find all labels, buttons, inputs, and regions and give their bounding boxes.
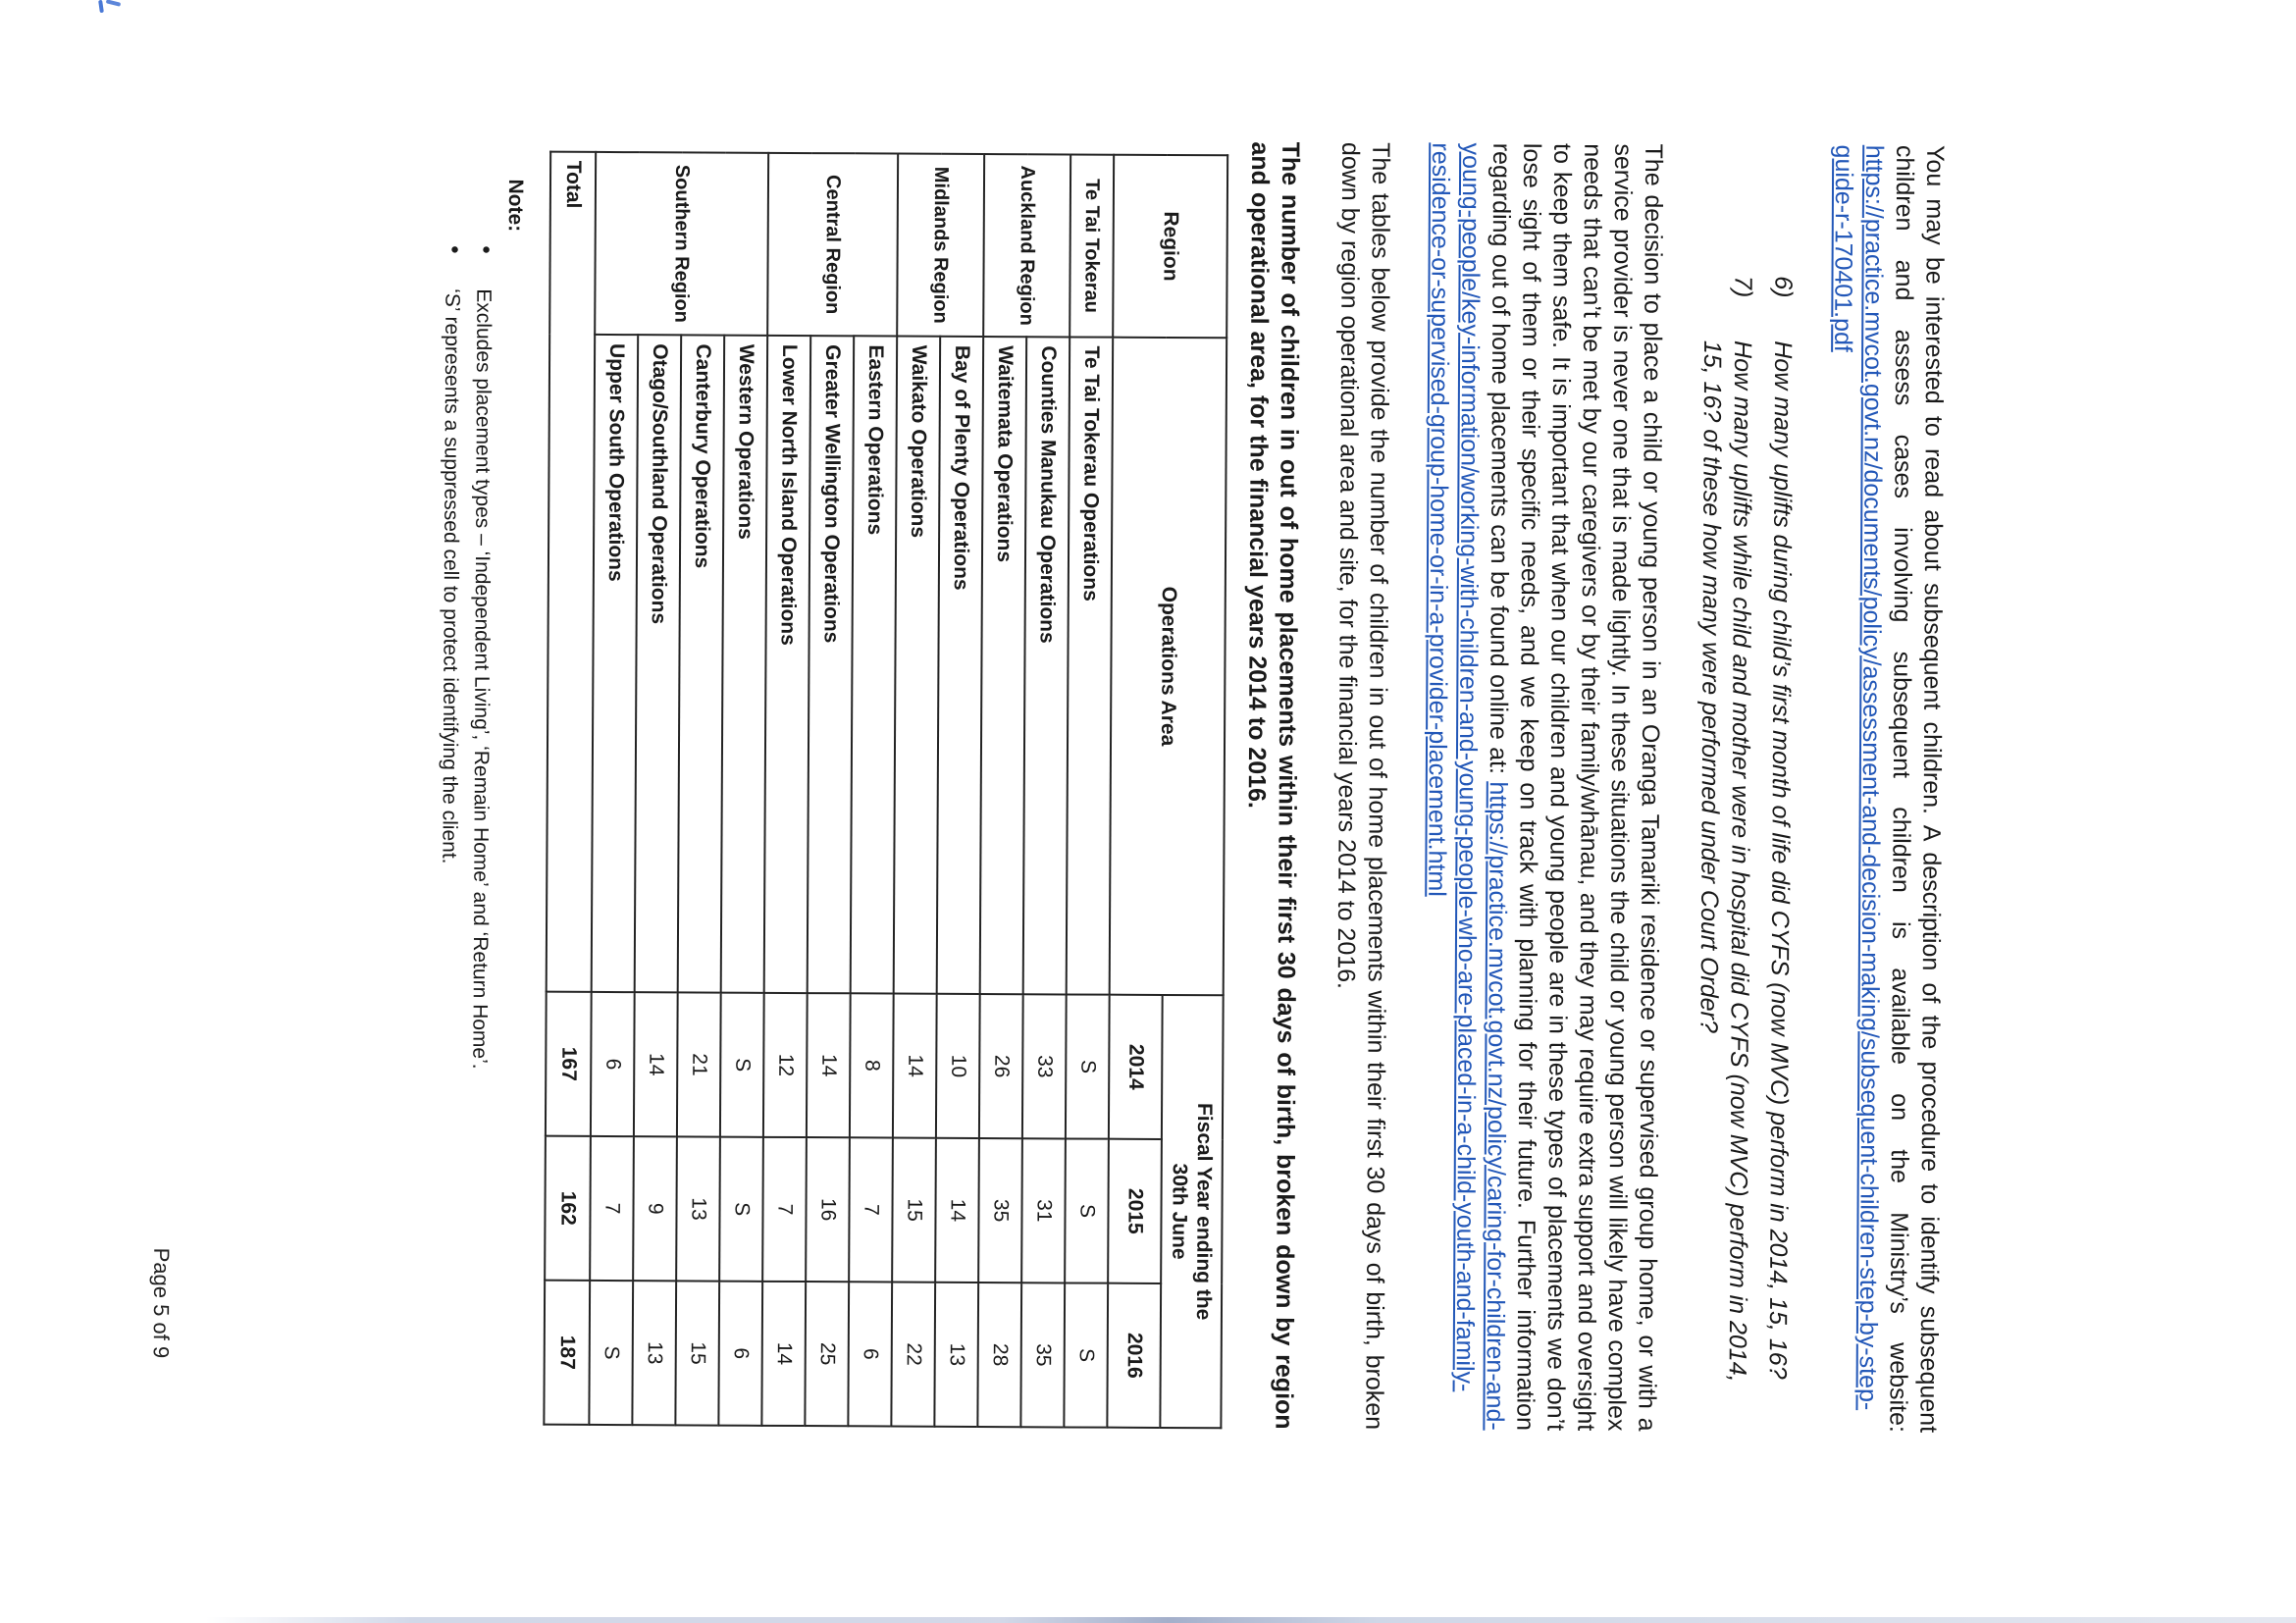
- ops-cell: Otago/Southland Operations: [635, 335, 682, 992]
- table-row: [891, 154, 941, 1427]
- out-of-home-placements-link[interactable]: https://practice.mvcot.govt.nz/policy/caring-for-children-and-young-people/key-information/working-with-children-and-young-people-who-are-placed-in-a-child-youth-and-family-residence-or-supervised-group-home-or-in-a-provider-placement.html: [1423, 142, 1512, 1431]
- value-cell: 14: [807, 993, 851, 1137]
- value-cell: 33: [1022, 994, 1067, 1138]
- decision-paragraph-text: The decision to place a child or young person in an Oranga Tamariki residence or supervised group home, or with a service provider is never one that is made lightly. In these situations the child or young person will likely have complex needs that can’t be met by our caregivers or by their family/whānau, and they may require extra support and oversight to keep them safe. It is important that when our children and young people are in these types of placements we don’t lose sight of them or their specific needs, and we keep on track with planning for their future. Further information regarding out of home placements can be found online at:: [1484, 142, 1668, 1432]
- table-row: [848, 153, 898, 1426]
- total-value-cell: 167: [546, 992, 592, 1136]
- value-cell: 7: [590, 1136, 634, 1281]
- note-bullet-2: [431, 243, 466, 1425]
- note-label: Note:: [503, 179, 528, 233]
- question-item-6: [1762, 276, 1799, 1392]
- bullet-icon: •: [441, 245, 468, 254]
- value-cell: 31: [1021, 1138, 1066, 1283]
- value-cell: 15: [675, 1281, 719, 1425]
- value-cell: 28: [977, 1283, 1021, 1427]
- ops-cell: Te Tai Tokerau Operations: [1067, 337, 1114, 994]
- value-cell: 8: [850, 993, 894, 1137]
- value-cell: S: [1065, 1138, 1109, 1283]
- value-cell: 35: [978, 1138, 1022, 1283]
- question-7-text: How many uplifts while child and mother were in hospital did CYFS (now MVC) perform in 2014, 15, 16? of these how many were performed under Court Order?: [1695, 340, 1757, 1383]
- value-cell: 13: [676, 1136, 720, 1281]
- value-cell: 6: [591, 992, 635, 1136]
- total-value-cell: 187: [544, 1281, 590, 1425]
- decision-paragraph: [1418, 142, 1668, 1431]
- header-2014: 2014: [1109, 995, 1163, 1139]
- value-cell: 35: [1020, 1283, 1065, 1427]
- value-cell: 13: [934, 1283, 978, 1427]
- value-cell: 22: [891, 1283, 935, 1427]
- ops-cell: Waikato Operations: [894, 337, 941, 994]
- total-row: [544, 152, 596, 1425]
- bullet-icon: •: [472, 245, 499, 254]
- value-cell: 16: [806, 1137, 850, 1282]
- table-heading: The number of children in out of home placements within their first 30 days of birth, broken down by region and operational area, for the financial years 2014 to 2016.: [1242, 141, 1305, 1430]
- value-cell: 7: [762, 1137, 807, 1282]
- table-row: [805, 153, 855, 1426]
- value-cell: S: [1064, 1283, 1108, 1427]
- header-fiscal-year-line2: 30th June: [1168, 1163, 1191, 1260]
- note-bullet-1: [462, 243, 497, 1425]
- question-list: [1691, 144, 1799, 1433]
- question-6-text: How many uplifts during child’s first month of life did CYFS (now MVC) perform in 2014, 15, 16?: [1763, 340, 1798, 1380]
- ops-cell: Lower North Island Operations: [764, 336, 811, 993]
- table-row: [718, 153, 768, 1426]
- note-bullet-1-text: Excludes placement types – ‘Independent Living’, ‘Remain Home’ and ‘Return Home’.: [468, 288, 496, 1070]
- table-row: [761, 153, 811, 1426]
- scan-artifact-edge-line: [206, 1617, 2296, 1623]
- page-number: Page 5 of 9: [148, 1247, 175, 1359]
- table-row: [934, 154, 984, 1427]
- value-cell: 10: [936, 994, 980, 1138]
- header-region: Region: [1113, 155, 1227, 339]
- value-cell: 7: [849, 1137, 893, 1282]
- value-cell: 6: [718, 1282, 762, 1426]
- value-cell: S: [1066, 994, 1110, 1138]
- value-cell: S: [589, 1281, 633, 1425]
- ops-cell: Upper South Operations: [592, 335, 639, 992]
- value-cell: 21: [677, 992, 721, 1136]
- region-cell: Midlands Region: [897, 154, 984, 337]
- region-cell: Central Region: [767, 153, 898, 337]
- table-row: [1064, 154, 1114, 1427]
- total-label-cell: Total: [547, 152, 596, 992]
- document-content: [429, 137, 1950, 1433]
- tables-intro-paragraph: The tables below provide the number of children in out of home placements within their first 30 days of birth, broken down by region operational area and site, for the financial years 2014 to 2016.: [1331, 141, 1395, 1431]
- header-operations-area: Operations Area: [1110, 338, 1227, 996]
- header-2016: 2016: [1107, 1283, 1161, 1428]
- ops-cell: Bay of Plenty Operations: [937, 337, 984, 994]
- header-fiscal-year-line1: Fiscal Year ending the: [1191, 1102, 1217, 1321]
- value-cell: 12: [763, 993, 808, 1137]
- value-cell: 15: [892, 1138, 936, 1283]
- total-value-cell: 162: [545, 1136, 591, 1281]
- ops-cell: Waitemata Operations: [980, 337, 1027, 994]
- value-cell: 14: [935, 1138, 979, 1283]
- question-item-7: [1692, 275, 1758, 1392]
- value-cell: 14: [634, 992, 678, 1136]
- value-cell: 14: [893, 994, 937, 1138]
- ops-cell: Canterbury Operations: [678, 335, 725, 992]
- value-cell: 14: [761, 1282, 806, 1426]
- question-7-number: 7): [1729, 275, 1757, 298]
- region-cell: Te Tai Tokerau: [1070, 154, 1114, 337]
- ops-cell: Eastern Operations: [851, 336, 898, 993]
- value-cell: S: [720, 993, 764, 1137]
- question-6-number: 6): [1769, 276, 1798, 298]
- table-row: [589, 152, 639, 1425]
- header-fiscal-year: [1160, 995, 1223, 1428]
- value-cell: 13: [632, 1281, 676, 1425]
- value-cell: 25: [805, 1282, 849, 1426]
- placements-by-region-table: [543, 151, 1228, 1430]
- value-cell: 26: [979, 994, 1023, 1138]
- ops-cell: Counties Manukau Operations: [1023, 337, 1070, 994]
- table-row: [977, 154, 1027, 1427]
- region-cell: Southern Region: [595, 152, 768, 336]
- subsequent-children-guide-link[interactable]: https://practice.mvcot.govt.nz/documents/policy/assessment-and-decision-making/subsequent-children-step-by-step-guide-r-170401.pdf: [1829, 144, 1889, 1411]
- value-cell: 6: [848, 1282, 892, 1426]
- ops-cell: Western Operations: [721, 336, 768, 993]
- ops-cell: Greater Wellington Operations: [808, 336, 855, 993]
- table-row: [1020, 154, 1070, 1427]
- note-block: [431, 179, 530, 1425]
- value-cell: S: [719, 1137, 763, 1282]
- note-bullet-2-text: ‘S’ represents a suppressed cell to protect identifying the client.: [438, 288, 464, 864]
- value-cell: 9: [633, 1136, 677, 1281]
- header-2015: 2015: [1108, 1139, 1162, 1283]
- intro-paragraph: [1821, 145, 1950, 1434]
- intro-paragraph-text: You may be interested to read about subsequent children. A description of the procedure to identify subsequent children and assess cases involving subsequent children is available on the Ministry’s website:: [1884, 144, 1950, 1434]
- table-row: [632, 152, 682, 1425]
- table-row: [675, 152, 725, 1425]
- region-cell: Auckland Region: [983, 154, 1070, 337]
